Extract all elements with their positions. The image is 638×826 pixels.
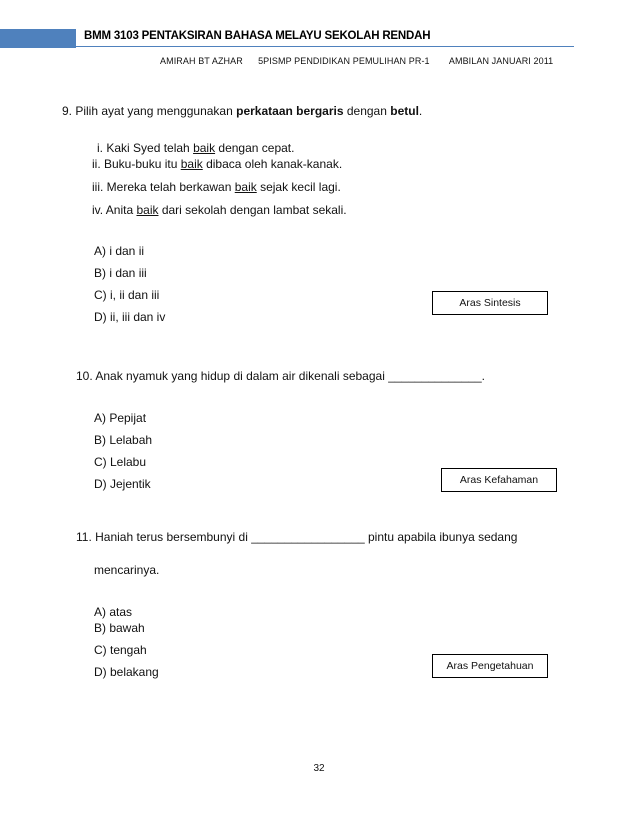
q9-sentence-4: [92, 203, 347, 217]
q10-option-a: A) Pepijat: [94, 411, 147, 425]
q9-stem-bold-2: betul: [390, 104, 419, 118]
q11-option-a: A) atas: [94, 605, 133, 619]
program-name: 5PISMP PENDIDIKAN PEMULIHAN PR-1: [258, 56, 430, 66]
q9-sentence-3: [92, 180, 341, 194]
q9-sentence-1: [97, 141, 294, 155]
question-10-stem: 10. Anak nyamuk yang hidup di dalam air dikenali sebagai ______________.: [76, 369, 485, 383]
q9-s2-word: baik: [180, 157, 203, 171]
header-rule: [76, 46, 574, 47]
q9-s1-pre: i. Kaki Syed telah: [97, 141, 194, 155]
q9-option-c: C) i, ii dan iii: [94, 288, 160, 302]
q9-option-d: D) ii, iii dan iv: [94, 310, 166, 324]
course-title: BMM 3103 PENTAKSIRAN BAHASA MELAYU SEKOLAH RENDAH: [84, 30, 431, 42]
q11-option-d: D) belakang: [94, 665, 159, 679]
question-11-stem: 11. Haniah terus bersembunyi di _________________ pintu apabila ibunya sedang: [76, 530, 518, 544]
q10-option-b: B) Lelabah: [94, 433, 153, 447]
q9-s4-post: dari sekolah dengan lambat sekali.: [158, 203, 347, 217]
intake-name: AMBILAN JANUARI 2011: [448, 56, 554, 66]
q9-option-b: B) i dan iii: [94, 266, 147, 280]
q9-s3-pre: iii. Mereka telah berkawan: [92, 180, 235, 194]
q11-option-b: B) bawah: [94, 621, 145, 635]
q9-s3-post: sejak kecil lagi.: [256, 180, 341, 194]
q11-option-c: C) tengah: [94, 643, 147, 657]
q9-s3-word: baik: [234, 180, 257, 194]
q9-s1-post: dengan cepat.: [215, 141, 295, 155]
q9-stem-text: 9. Pilih ayat yang menggunakan: [62, 104, 237, 118]
q10-option-d: D) Jejentik: [94, 477, 151, 491]
q11-level-tag: Aras Pengetahuan: [432, 654, 548, 678]
q9-sentence-2: [92, 157, 342, 171]
header-accent-bar: [0, 29, 76, 48]
author-name: AMIRAH BT AZHAR: [160, 56, 243, 66]
q9-s4-pre: iv. Anita: [92, 203, 137, 217]
q9-level-tag: Aras Sintesis: [432, 291, 548, 315]
q9-stem-end: .: [418, 104, 423, 118]
q9-stem-bold-1: perkataan bergaris: [236, 104, 344, 118]
question-11-stem-cont: mencarinya.: [94, 563, 160, 577]
page-number: 32: [313, 763, 325, 774]
q9-s4-word: baik: [136, 203, 159, 217]
q9-option-a: A) i dan ii: [94, 244, 145, 258]
q9-s2-post: dibaca oleh kanak-kanak.: [202, 157, 343, 171]
q10-option-c: C) Lelabu: [94, 455, 147, 469]
q10-level-tag: Aras Kefahaman: [441, 468, 557, 492]
q9-s1-word: baik: [193, 141, 216, 155]
q9-stem-mid: dengan: [343, 104, 391, 118]
q9-s2-pre: ii. Buku-buku itu: [92, 157, 181, 171]
author-line: [160, 56, 553, 66]
question-9-stem: [62, 104, 422, 118]
